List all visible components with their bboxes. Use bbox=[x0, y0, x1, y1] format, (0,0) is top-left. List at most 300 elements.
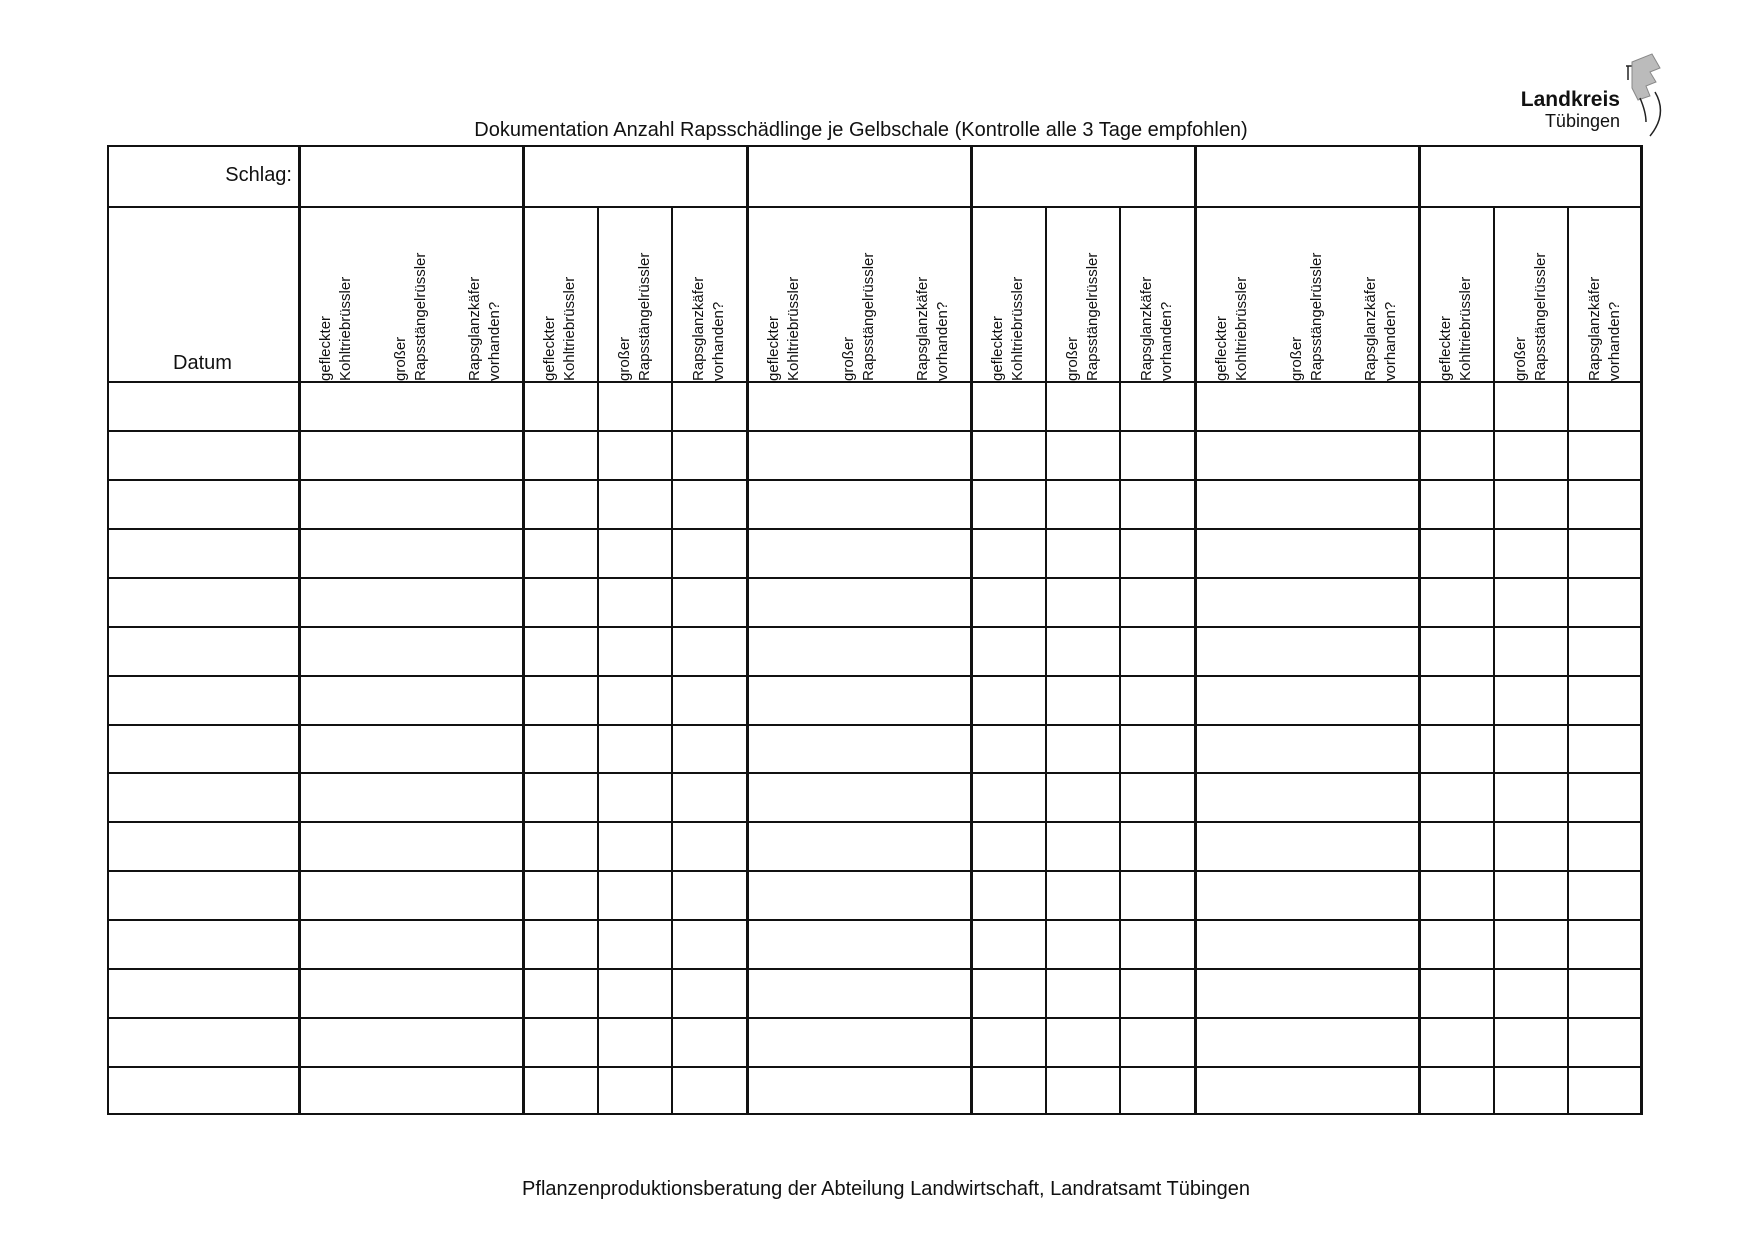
count-cell[interactable] bbox=[1570, 383, 1642, 430]
count-cell[interactable] bbox=[1122, 481, 1194, 528]
count-cell[interactable] bbox=[600, 970, 672, 1017]
count-cell[interactable] bbox=[1421, 530, 1493, 577]
count-cell[interactable] bbox=[674, 579, 746, 626]
count-cell[interactable] bbox=[525, 481, 597, 528]
count-cell[interactable] bbox=[749, 970, 821, 1017]
count-cell[interactable] bbox=[301, 579, 373, 626]
count-cell[interactable] bbox=[301, 726, 373, 773]
column-header bbox=[988, 208, 1034, 381]
count-cell[interactable] bbox=[749, 432, 821, 479]
count-cell[interactable] bbox=[525, 383, 597, 430]
count-cell[interactable] bbox=[1048, 774, 1120, 821]
datum-cell[interactable] bbox=[109, 1068, 298, 1115]
count-cell[interactable] bbox=[973, 726, 1045, 773]
count-cell[interactable] bbox=[1122, 726, 1194, 773]
count-cell[interactable] bbox=[525, 677, 597, 724]
count-cell[interactable] bbox=[376, 823, 448, 870]
count-cell[interactable] bbox=[1122, 823, 1194, 870]
count-cell[interactable] bbox=[1272, 530, 1344, 577]
count-cell[interactable] bbox=[1496, 579, 1568, 626]
count-cell[interactable] bbox=[1421, 628, 1493, 675]
count-cell[interactable] bbox=[1122, 970, 1194, 1017]
count-cell[interactable] bbox=[450, 432, 522, 479]
count-cell[interactable] bbox=[376, 1019, 448, 1066]
count-cell[interactable] bbox=[1272, 921, 1344, 968]
count-cell[interactable] bbox=[301, 774, 373, 821]
count-cell[interactable] bbox=[525, 774, 597, 821]
count-cell[interactable] bbox=[1122, 1019, 1194, 1066]
count-cell[interactable] bbox=[525, 726, 597, 773]
count-cell[interactable] bbox=[525, 872, 597, 919]
count-cell[interactable] bbox=[1346, 1019, 1418, 1066]
count-cell[interactable] bbox=[1048, 579, 1120, 626]
count-cell[interactable] bbox=[1346, 774, 1418, 821]
count-cell[interactable] bbox=[1496, 1068, 1568, 1115]
count-cell[interactable] bbox=[450, 726, 522, 773]
count-cell[interactable] bbox=[600, 774, 672, 821]
count-cell[interactable] bbox=[749, 921, 821, 968]
count-cell[interactable] bbox=[1122, 530, 1194, 577]
count-cell[interactable] bbox=[301, 970, 373, 1017]
count-cell[interactable] bbox=[1421, 872, 1493, 919]
count-cell[interactable] bbox=[824, 432, 896, 479]
count-cell[interactable] bbox=[1570, 774, 1642, 821]
count-cell[interactable] bbox=[600, 872, 672, 919]
column-header bbox=[1212, 208, 1258, 381]
count-cell[interactable] bbox=[525, 432, 597, 479]
count-cell[interactable] bbox=[824, 383, 896, 430]
count-cell[interactable] bbox=[898, 628, 970, 675]
count-cell[interactable] bbox=[301, 530, 373, 577]
count-cell[interactable] bbox=[1496, 774, 1568, 821]
subcolumn-divider bbox=[1493, 206, 1495, 1115]
count-cell[interactable] bbox=[600, 1068, 672, 1115]
count-cell[interactable] bbox=[301, 628, 373, 675]
column-header-text: gefleckter Kohltriebrüssler bbox=[541, 276, 578, 381]
datum-cell[interactable] bbox=[109, 677, 298, 724]
count-cell[interactable] bbox=[1048, 383, 1120, 430]
count-cell[interactable] bbox=[1346, 970, 1418, 1017]
datum-cell[interactable] bbox=[109, 628, 298, 675]
count-cell[interactable] bbox=[1197, 579, 1269, 626]
schlag-field[interactable] bbox=[749, 147, 976, 206]
count-cell[interactable] bbox=[824, 481, 896, 528]
count-cell[interactable] bbox=[824, 628, 896, 675]
count-cell[interactable] bbox=[824, 1019, 896, 1066]
count-cell[interactable] bbox=[600, 383, 672, 430]
count-cell[interactable] bbox=[376, 774, 448, 821]
count-cell[interactable] bbox=[1048, 1019, 1120, 1066]
count-cell[interactable] bbox=[376, 432, 448, 479]
count-cell[interactable] bbox=[301, 383, 373, 430]
count-cell[interactable] bbox=[376, 726, 448, 773]
count-cell[interactable] bbox=[376, 1068, 448, 1115]
count-cell[interactable] bbox=[674, 921, 746, 968]
datum-cell[interactable] bbox=[109, 823, 298, 870]
count-cell[interactable] bbox=[1197, 872, 1269, 919]
count-cell[interactable] bbox=[824, 726, 896, 773]
count-cell[interactable] bbox=[1570, 530, 1642, 577]
count-cell[interactable] bbox=[1570, 579, 1642, 626]
count-cell[interactable] bbox=[824, 1068, 896, 1115]
count-cell[interactable] bbox=[600, 677, 672, 724]
count-cell[interactable] bbox=[301, 1068, 373, 1115]
count-cell[interactable] bbox=[1570, 970, 1642, 1017]
count-cell[interactable] bbox=[1122, 774, 1194, 821]
count-cell[interactable] bbox=[1421, 774, 1493, 821]
count-cell[interactable] bbox=[1272, 383, 1344, 430]
count-cell[interactable] bbox=[1197, 481, 1269, 528]
count-cell[interactable] bbox=[1272, 774, 1344, 821]
count-cell[interactable] bbox=[376, 530, 448, 577]
datum-cell[interactable] bbox=[109, 432, 298, 479]
count-cell[interactable] bbox=[824, 921, 896, 968]
count-cell[interactable] bbox=[301, 481, 373, 528]
count-cell[interactable] bbox=[376, 970, 448, 1017]
count-cell[interactable] bbox=[1496, 530, 1568, 577]
count-cell[interactable] bbox=[1421, 970, 1493, 1017]
schlag-field[interactable] bbox=[1421, 147, 1648, 206]
count-cell[interactable] bbox=[824, 774, 896, 821]
count-cell[interactable] bbox=[674, 726, 746, 773]
count-cell[interactable] bbox=[600, 530, 672, 577]
count-cell[interactable] bbox=[301, 677, 373, 724]
count-cell[interactable] bbox=[1122, 872, 1194, 919]
count-cell[interactable] bbox=[1048, 872, 1120, 919]
count-cell[interactable] bbox=[973, 530, 1045, 577]
count-cell[interactable] bbox=[973, 970, 1045, 1017]
count-cell[interactable] bbox=[973, 579, 1045, 626]
count-cell[interactable] bbox=[600, 823, 672, 870]
count-cell[interactable] bbox=[824, 970, 896, 1017]
count-cell[interactable] bbox=[1048, 921, 1120, 968]
count-cell[interactable] bbox=[1272, 823, 1344, 870]
count-cell[interactable] bbox=[1346, 530, 1418, 577]
count-cell[interactable] bbox=[1570, 823, 1642, 870]
count-cell[interactable] bbox=[749, 823, 821, 870]
count-cell[interactable] bbox=[973, 677, 1045, 724]
count-cell[interactable] bbox=[1421, 579, 1493, 626]
count-cell[interactable] bbox=[1570, 677, 1642, 724]
count-cell[interactable] bbox=[973, 383, 1045, 430]
count-cell[interactable] bbox=[376, 383, 448, 430]
count-cell[interactable] bbox=[824, 677, 896, 724]
count-cell[interactable] bbox=[525, 628, 597, 675]
count-cell[interactable] bbox=[450, 628, 522, 675]
count-cell[interactable] bbox=[1272, 1068, 1344, 1115]
count-cell[interactable] bbox=[898, 823, 970, 870]
count-cell[interactable] bbox=[898, 1068, 970, 1115]
schlag-field[interactable] bbox=[1197, 147, 1424, 206]
count-cell[interactable] bbox=[1048, 432, 1120, 479]
count-cell[interactable] bbox=[1421, 481, 1493, 528]
count-cell[interactable] bbox=[1421, 1068, 1493, 1115]
count-cell[interactable] bbox=[1272, 872, 1344, 919]
count-cell[interactable] bbox=[824, 579, 896, 626]
count-cell[interactable] bbox=[1496, 432, 1568, 479]
datum-cell[interactable] bbox=[109, 921, 298, 968]
count-cell[interactable] bbox=[1048, 628, 1120, 675]
count-cell[interactable] bbox=[1272, 432, 1344, 479]
count-cell[interactable] bbox=[824, 872, 896, 919]
column-header-text: großer Rapsstängelrüssler bbox=[615, 252, 653, 381]
count-cell[interactable] bbox=[749, 774, 821, 821]
count-cell[interactable] bbox=[600, 579, 672, 626]
count-cell[interactable] bbox=[898, 530, 970, 577]
count-cell[interactable] bbox=[450, 872, 522, 919]
count-cell[interactable] bbox=[376, 481, 448, 528]
count-cell[interactable] bbox=[1496, 872, 1568, 919]
count-cell[interactable] bbox=[301, 432, 373, 479]
count-cell[interactable] bbox=[1197, 677, 1269, 724]
count-cell[interactable] bbox=[1346, 726, 1418, 773]
count-cell[interactable] bbox=[1272, 726, 1344, 773]
count-cell[interactable] bbox=[1272, 677, 1344, 724]
count-cell[interactable] bbox=[376, 628, 448, 675]
count-cell[interactable] bbox=[674, 823, 746, 870]
column-header bbox=[391, 208, 437, 381]
count-cell[interactable] bbox=[898, 872, 970, 919]
count-cell[interactable] bbox=[674, 872, 746, 919]
count-cell[interactable] bbox=[1421, 921, 1493, 968]
count-cell[interactable] bbox=[525, 1019, 597, 1066]
count-cell[interactable] bbox=[749, 628, 821, 675]
count-cell[interactable] bbox=[1570, 921, 1642, 968]
count-cell[interactable] bbox=[1421, 432, 1493, 479]
count-cell[interactable] bbox=[973, 823, 1045, 870]
count-cell[interactable] bbox=[824, 530, 896, 577]
count-cell[interactable] bbox=[450, 823, 522, 870]
count-cell[interactable] bbox=[1570, 1019, 1642, 1066]
count-cell[interactable] bbox=[600, 481, 672, 528]
count-cell[interactable] bbox=[1048, 970, 1120, 1017]
count-cell[interactable] bbox=[301, 823, 373, 870]
count-cell[interactable] bbox=[525, 1068, 597, 1115]
count-cell[interactable] bbox=[376, 579, 448, 626]
count-cell[interactable] bbox=[1122, 628, 1194, 675]
datum-cell[interactable] bbox=[109, 774, 298, 821]
count-cell[interactable] bbox=[1496, 677, 1568, 724]
count-cell[interactable] bbox=[749, 530, 821, 577]
count-cell[interactable] bbox=[600, 726, 672, 773]
count-cell[interactable] bbox=[973, 1068, 1045, 1115]
count-cell[interactable] bbox=[1272, 481, 1344, 528]
count-cell[interactable] bbox=[749, 1019, 821, 1066]
datum-cell[interactable] bbox=[109, 1019, 298, 1066]
count-cell[interactable] bbox=[1421, 726, 1493, 773]
count-cell[interactable] bbox=[1122, 921, 1194, 968]
count-cell[interactable] bbox=[450, 774, 522, 821]
count-cell[interactable] bbox=[674, 481, 746, 528]
schlag-field[interactable] bbox=[973, 147, 1200, 206]
count-cell[interactable] bbox=[1048, 481, 1120, 528]
count-cell[interactable] bbox=[1346, 628, 1418, 675]
count-cell[interactable] bbox=[749, 383, 821, 430]
count-cell[interactable] bbox=[376, 872, 448, 919]
count-cell[interactable] bbox=[376, 677, 448, 724]
count-cell[interactable] bbox=[1197, 628, 1269, 675]
count-cell[interactable] bbox=[450, 1019, 522, 1066]
column-header bbox=[1137, 208, 1183, 381]
count-cell[interactable] bbox=[1570, 628, 1642, 675]
count-cell[interactable] bbox=[898, 677, 970, 724]
datum-cell[interactable] bbox=[109, 726, 298, 773]
count-cell[interactable] bbox=[1346, 921, 1418, 968]
count-cell[interactable] bbox=[376, 921, 448, 968]
datum-cell[interactable] bbox=[109, 970, 298, 1017]
count-cell[interactable] bbox=[1197, 726, 1269, 773]
count-cell[interactable] bbox=[1346, 677, 1418, 724]
count-cell[interactable] bbox=[1197, 1019, 1269, 1066]
count-cell[interactable] bbox=[600, 921, 672, 968]
count-cell[interactable] bbox=[1272, 1019, 1344, 1066]
count-cell[interactable] bbox=[525, 921, 597, 968]
count-cell[interactable] bbox=[1570, 432, 1642, 479]
count-cell[interactable] bbox=[525, 823, 597, 870]
count-cell[interactable] bbox=[1048, 823, 1120, 870]
count-cell[interactable] bbox=[1570, 872, 1642, 919]
count-cell[interactable] bbox=[1346, 823, 1418, 870]
count-cell[interactable] bbox=[1570, 1068, 1642, 1115]
count-cell[interactable] bbox=[1570, 481, 1642, 528]
count-cell[interactable] bbox=[749, 481, 821, 528]
column-header-text: gefleckter Kohltriebrüssler bbox=[1213, 276, 1250, 381]
count-cell[interactable] bbox=[898, 579, 970, 626]
count-cell[interactable] bbox=[1272, 628, 1344, 675]
count-cell[interactable] bbox=[450, 1068, 522, 1115]
schlag-field[interactable] bbox=[525, 147, 752, 206]
datum-cell[interactable] bbox=[109, 872, 298, 919]
count-cell[interactable] bbox=[1346, 579, 1418, 626]
count-cell[interactable] bbox=[973, 921, 1045, 968]
count-cell[interactable] bbox=[973, 872, 1045, 919]
count-cell[interactable] bbox=[898, 1019, 970, 1066]
count-cell[interactable] bbox=[1570, 726, 1642, 773]
count-cell[interactable] bbox=[973, 481, 1045, 528]
count-cell[interactable] bbox=[898, 970, 970, 1017]
count-cell[interactable] bbox=[674, 628, 746, 675]
count-cell[interactable] bbox=[1197, 1068, 1269, 1115]
count-cell[interactable] bbox=[1122, 1068, 1194, 1115]
count-cell[interactable] bbox=[898, 921, 970, 968]
count-cell[interactable] bbox=[1421, 383, 1493, 430]
count-cell[interactable] bbox=[973, 628, 1045, 675]
count-cell[interactable] bbox=[1197, 432, 1269, 479]
count-cell[interactable] bbox=[1122, 432, 1194, 479]
count-cell[interactable] bbox=[1272, 970, 1344, 1017]
count-cell[interactable] bbox=[1496, 921, 1568, 968]
count-cell[interactable] bbox=[525, 579, 597, 626]
count-cell[interactable] bbox=[525, 530, 597, 577]
count-cell[interactable] bbox=[1048, 530, 1120, 577]
count-cell[interactable] bbox=[749, 1068, 821, 1115]
schlag-field[interactable] bbox=[301, 147, 528, 206]
count-cell[interactable] bbox=[674, 970, 746, 1017]
count-cell[interactable] bbox=[1048, 726, 1120, 773]
count-cell[interactable] bbox=[898, 383, 970, 430]
count-cell[interactable] bbox=[674, 677, 746, 724]
count-cell[interactable] bbox=[525, 970, 597, 1017]
count-cell[interactable] bbox=[1496, 726, 1568, 773]
count-cell[interactable] bbox=[973, 432, 1045, 479]
count-cell[interactable] bbox=[1346, 481, 1418, 528]
count-cell[interactable] bbox=[1197, 530, 1269, 577]
count-cell[interactable] bbox=[674, 432, 746, 479]
count-cell[interactable] bbox=[1197, 823, 1269, 870]
count-cell[interactable] bbox=[898, 481, 970, 528]
count-cell[interactable] bbox=[450, 530, 522, 577]
count-cell[interactable] bbox=[674, 1019, 746, 1066]
count-cell[interactable] bbox=[898, 432, 970, 479]
count-cell[interactable] bbox=[749, 579, 821, 626]
count-cell[interactable] bbox=[1421, 1019, 1493, 1066]
count-cell[interactable] bbox=[1122, 383, 1194, 430]
count-cell[interactable] bbox=[1421, 677, 1493, 724]
count-cell[interactable] bbox=[674, 530, 746, 577]
count-cell[interactable] bbox=[1346, 383, 1418, 430]
count-cell[interactable] bbox=[1048, 677, 1120, 724]
count-cell[interactable] bbox=[1197, 921, 1269, 968]
count-cell[interactable] bbox=[1496, 628, 1568, 675]
count-cell[interactable] bbox=[1048, 1068, 1120, 1115]
count-cell[interactable] bbox=[1496, 383, 1568, 430]
count-cell[interactable] bbox=[301, 921, 373, 968]
count-cell[interactable] bbox=[1496, 1019, 1568, 1066]
count-cell[interactable] bbox=[1496, 481, 1568, 528]
count-cell[interactable] bbox=[450, 579, 522, 626]
count-cell[interactable] bbox=[450, 481, 522, 528]
datum-cell[interactable] bbox=[109, 383, 298, 430]
count-cell[interactable] bbox=[898, 726, 970, 773]
datum-cell[interactable] bbox=[109, 481, 298, 528]
count-cell[interactable] bbox=[674, 774, 746, 821]
count-cell[interactable] bbox=[1197, 970, 1269, 1017]
count-cell[interactable] bbox=[749, 872, 821, 919]
count-cell[interactable] bbox=[674, 383, 746, 430]
count-cell[interactable] bbox=[1197, 774, 1269, 821]
datum-cell[interactable] bbox=[109, 579, 298, 626]
count-cell[interactable] bbox=[600, 1019, 672, 1066]
count-cell[interactable] bbox=[1496, 970, 1568, 1017]
count-cell[interactable] bbox=[973, 774, 1045, 821]
count-cell[interactable] bbox=[600, 628, 672, 675]
datum-cell[interactable] bbox=[109, 530, 298, 577]
count-cell[interactable] bbox=[1346, 432, 1418, 479]
count-cell[interactable] bbox=[973, 1019, 1045, 1066]
count-cell[interactable] bbox=[301, 872, 373, 919]
column-header bbox=[316, 208, 362, 381]
count-cell[interactable] bbox=[1421, 823, 1493, 870]
count-cell[interactable] bbox=[749, 726, 821, 773]
count-cell[interactable] bbox=[674, 1068, 746, 1115]
count-cell[interactable] bbox=[1496, 823, 1568, 870]
count-cell[interactable] bbox=[1122, 677, 1194, 724]
count-cell[interactable] bbox=[301, 1019, 373, 1066]
count-cell[interactable] bbox=[1272, 579, 1344, 626]
count-cell[interactable] bbox=[1346, 1068, 1418, 1115]
count-cell[interactable] bbox=[450, 970, 522, 1017]
count-cell[interactable] bbox=[1122, 579, 1194, 626]
count-cell[interactable] bbox=[450, 921, 522, 968]
count-cell[interactable] bbox=[898, 774, 970, 821]
count-cell[interactable] bbox=[450, 677, 522, 724]
count-cell[interactable] bbox=[600, 432, 672, 479]
count-cell[interactable] bbox=[749, 677, 821, 724]
count-cell[interactable] bbox=[824, 823, 896, 870]
count-cell[interactable] bbox=[1346, 872, 1418, 919]
count-cell[interactable] bbox=[1197, 383, 1269, 430]
count-cell[interactable] bbox=[450, 383, 522, 430]
